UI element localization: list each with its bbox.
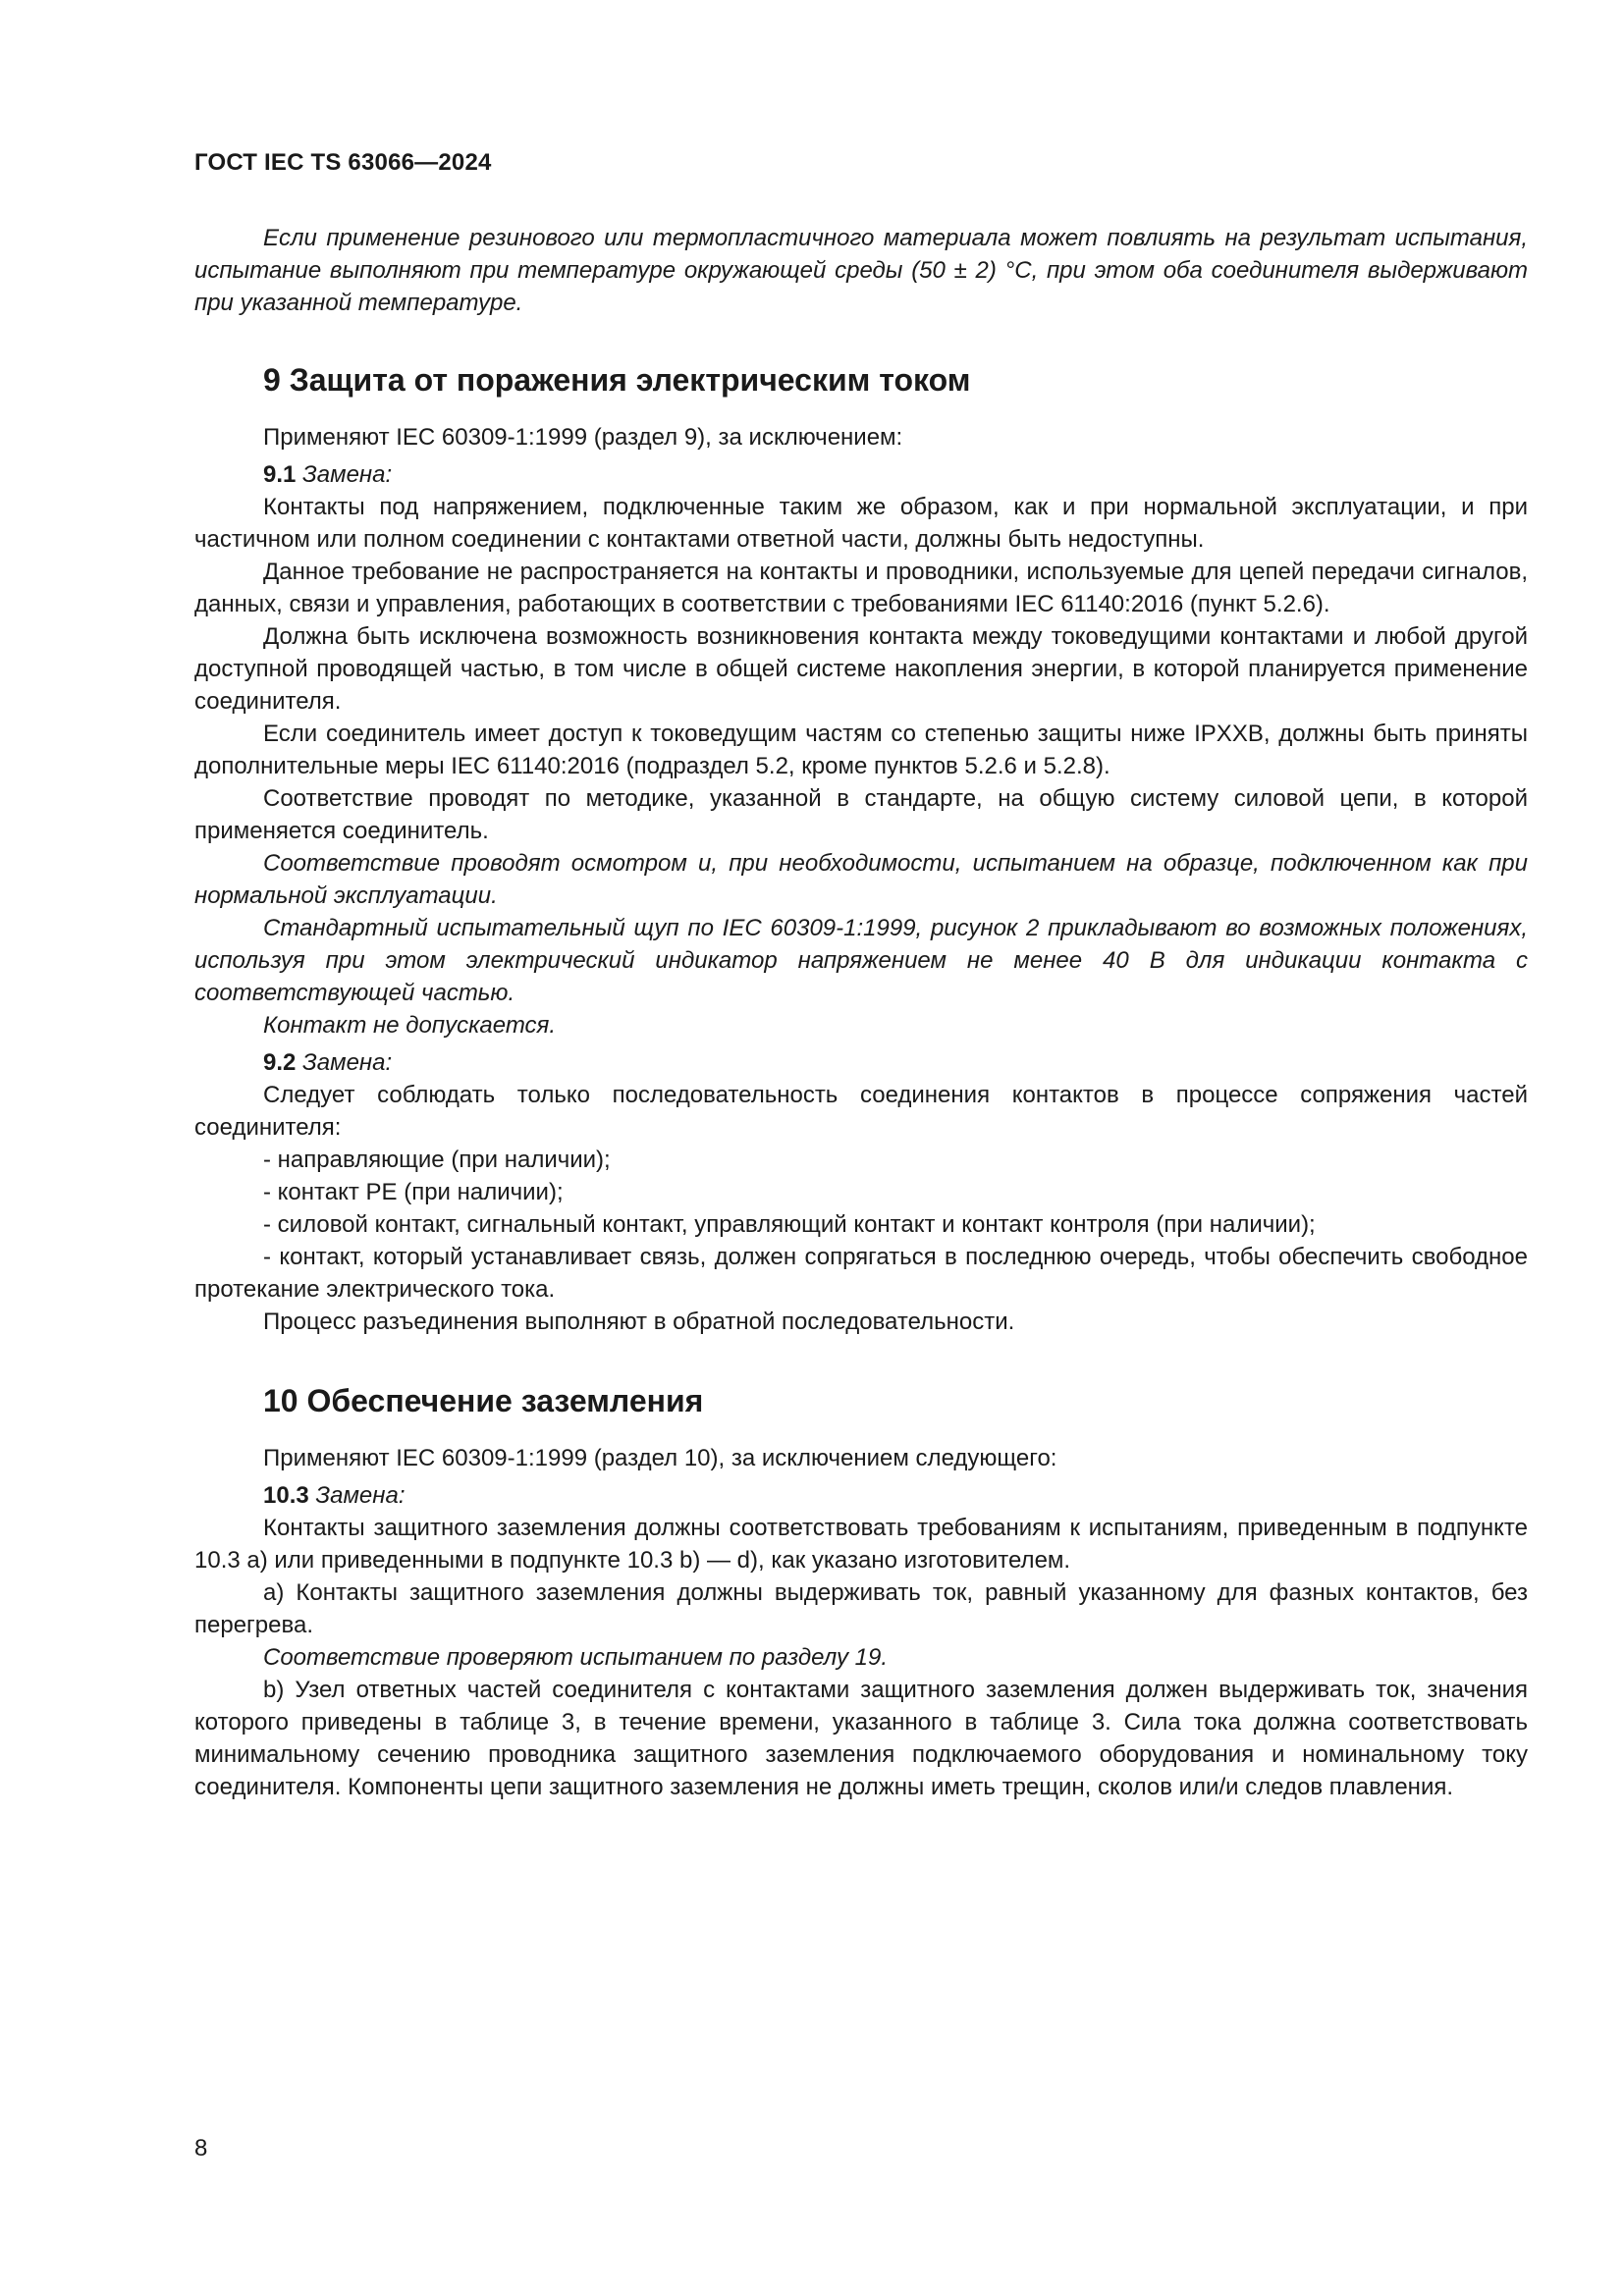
section-9-lead: Применяют IEC 60309-1:1999 (раздел 9), за исключением: — [263, 424, 903, 451]
paragraph: b) Узел ответных частей соединителя с контактами защитного заземления должен выдерживать ток, значения которого приведены в таблице 3, в течение времени, указанного в таблице 3. Сила тока должна соответствовать минимальному сечению проводника защитного заземления подключаемого оборудования и номинальному току соединителя. Компоненты цепи защитного заземления не должны иметь трещин, сколов или/и следов плавления. — [194, 1677, 1528, 1800]
section-10-lead: Применяют IEC 60309-1:1999 (раздел 10), за исключением следующего: — [263, 1445, 1057, 1471]
document-body — [194, 222, 1528, 1803]
clause-10-3-heading — [194, 1479, 1528, 1512]
clause-10-3-number: 10.3 — [263, 1482, 309, 1509]
clause-10-3-label: Замена: — [315, 1482, 406, 1509]
paragraph: Следует соблюдать только последовательность соединения контактов в процессе сопряжения частей соединителя: — [194, 1082, 1528, 1141]
section-10-heading: 10 Обеспечение заземления — [263, 1383, 704, 1418]
clause-9-1-heading — [194, 458, 1528, 491]
paragraph: а) Контакты защитного заземления должны выдерживать ток, равный указанному для фазных контактов, без перегрева. — [194, 1579, 1528, 1638]
compliance-paragraph: Стандартный испытательный щуп по IEC 60309-1:1999, рисунок 2 прикладывают во возможных положениях, используя при этом электрический индикатор напряжением не менее 40 В для индикации контакта с соответствующей частью. — [194, 915, 1528, 1006]
clause-9-1-number: 9.1 — [263, 461, 297, 488]
clause-9-2-heading — [194, 1046, 1528, 1079]
clause-9-2-number: 9.2 — [263, 1049, 297, 1076]
list-item: - контакт РЕ (при наличии); — [263, 1179, 564, 1205]
compliance-paragraph: Соответствие проводят осмотром и, при необходимости, испытанием на образце, подключенном как при нормальной эксплуатации. — [194, 850, 1528, 909]
document-header: ГОСТ IEC TS 63066—2024 — [194, 149, 492, 176]
section-9-heading: 9 Защита от поражения электрическим током — [263, 362, 971, 398]
paragraph: Контакты защитного заземления должны соответствовать требованиям к испытаниям, приведенным в подпункте 10.3 а) или приведенными в подпункте 10.3 b) — d), как указано изготовителем. — [194, 1515, 1528, 1574]
paragraph: Данное требование не распространяется на контакты и проводники, используемые для цепей передачи сигналов, данных, связи и управления, работающих в соответствии с требованиями IEC 61140:2016 (пункт 5.2.6). — [194, 559, 1528, 617]
paragraph: Контакты под напряжением, подключенные таким же образом, как и при нормальной эксплуатации, и при частичном или полном соединении с контактами ответной части, должны быть недоступны. — [194, 494, 1528, 553]
intro-paragraph: Если применение резинового или термопластичного материала может повлиять на результат испытания, испытание выполняют при температуре окружающей среды (50 ± 2) °С, при этом оба соединителя выдерживают при указанной температуре. — [194, 225, 1528, 316]
paragraph: Соответствие проводят по методике, указанной в стандарте, на общую систему силовой цепи, в которой применяется соединитель. — [194, 785, 1528, 844]
list-item: - контакт, который устанавливает связь, должен сопрягаться в последнюю очередь, чтобы обеспечить свободное протекание электрического тока. — [194, 1244, 1528, 1303]
compliance-paragraph: Контакт не допускается. — [263, 1012, 557, 1039]
clause-9-2-label: Замена: — [302, 1049, 393, 1076]
compliance-paragraph: Соответствие проверяют испытанием по разделу 19. — [263, 1644, 888, 1671]
page-number: 8 — [194, 2135, 208, 2162]
paragraph: Процесс разъединения выполняют в обратной последовательности. — [263, 1308, 1015, 1335]
paragraph: Если соединитель имеет доступ к токоведущим частям со степенью защиты ниже IPXXB, должны быть приняты дополнительные меры IEC 61140:2016 (подраздел 5.2, кроме пунктов 5.2.6 и 5.2.8). — [194, 721, 1528, 779]
paragraph: Должна быть исключена возможность возникновения контакта между токоведущими контактами и любой другой доступной проводящей частью, в том числе в общей системе накопления энергии, в которой планируется применение соединителя. — [194, 623, 1528, 715]
clause-9-1-label: Замена: — [302, 461, 393, 488]
list-item: - силовой контакт, сигнальный контакт, управляющий контакт и контакт контроля (при наличии); — [263, 1211, 1316, 1238]
list-item: - направляющие (при наличии); — [263, 1147, 611, 1173]
